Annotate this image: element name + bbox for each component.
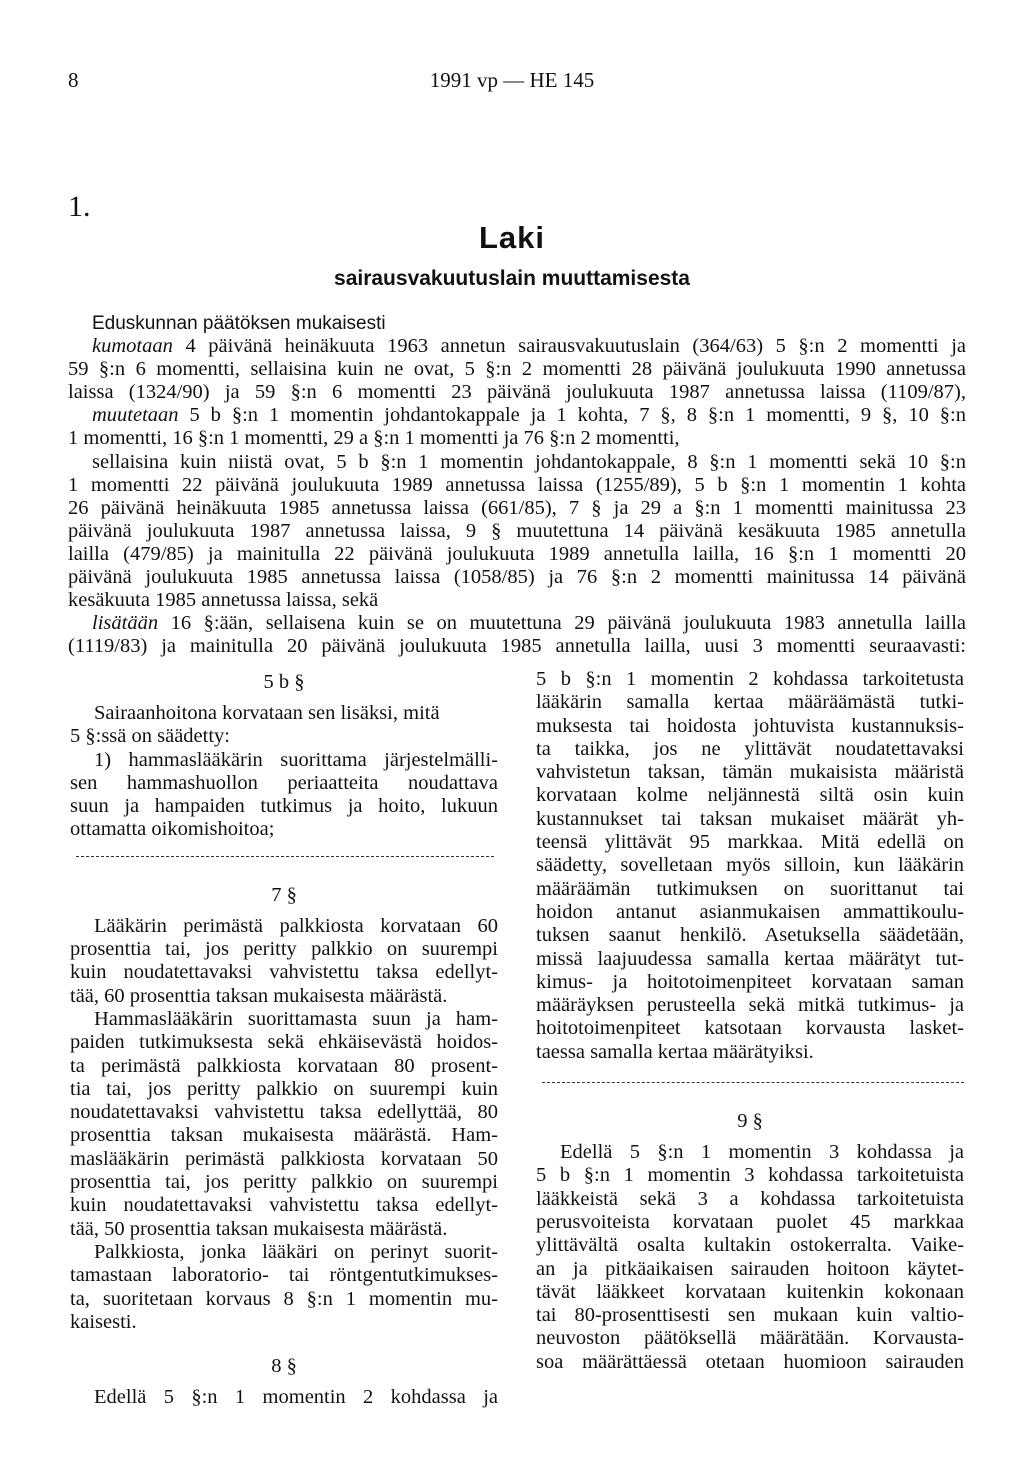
preamble-line: päivänä joulukuuta 1987 annetussa laissa, 9 § muutettuna 14 päivänä kesäkuuta 1985 annetulla (68, 519, 966, 542)
section-heading-7: 7 § (271, 883, 297, 906)
text-line: ottamatta oikomishoitoa; (70, 818, 275, 841)
text-line: korvataan kolme neljännestä siltä osin kuin (536, 784, 964, 807)
text-line: Hammaslääkärin suorittamasta suun ja ham- (94, 1007, 498, 1030)
text-line: perusvoiteista korvataan puolet 45 markkaa (536, 1210, 964, 1233)
text-line: lääkärin samalla kertaa määräämästä tutki- (536, 691, 964, 714)
preamble-line (68, 335, 966, 358)
preamble-line: 59 §:n 6 momentti, sellaisina kuin ne ovat, 5 §:n 2 momentti 28 päivänä joulukuuta 1990 annetussa (68, 358, 966, 381)
text-line: maslääkärin perimästä palkkiosta korvataan 50 (70, 1147, 498, 1170)
left-column (70, 668, 498, 1409)
text-line: paiden tutkimuksesta sekä ehkäisevästä hoidos- (70, 1031, 498, 1054)
text-line: ta, suoritetaan korvaus 8 §:n 1 momentin mu- (70, 1287, 498, 1310)
preamble-line (68, 404, 966, 427)
preamble-line: sellaisina kuin niistä ovat, 5 b §:n 1 momentin johdantokappale, 8 §:n 1 momentti sekä 10 §:n (92, 450, 966, 473)
text-line: hoitotoimenpiteet katsotaan korvausta lasket- (536, 1017, 964, 1040)
act-number: 1. (68, 190, 91, 223)
preamble-line: 1 momentti 22 päivänä joulukuuta 1989 annetussa laissa (1255/89), 5 b §:n 1 momentin 1 kohta (68, 473, 966, 496)
page-number: 8 (68, 68, 79, 92)
text-line: tävät lääkkeet korvataan kuitenkin kokonaan (536, 1280, 964, 1303)
right-column (536, 668, 964, 1374)
text-line: 5 b §:n 1 momentin 3 kohdassa tarkoitetuista (536, 1164, 964, 1187)
add-keyword: lisätään (92, 612, 159, 635)
text-line: 5 b §:n 1 momentin 2 kohdassa tarkoitetusta (536, 668, 964, 690)
preamble-text: 4 päivänä heinäkuuta 1963 annetun sairausvakuutuslain (364/63) 5 §:n 2 momentti ja (172, 335, 966, 358)
text-line: tai 80-prosenttisesti sen mukaan kuin valtio- (536, 1304, 964, 1327)
text-line: prosenttia tai, jos peritty palkkio on suurempi (70, 1171, 498, 1194)
text-line: ylittävältä osalta kultakin ostokerralta. Vaike- (536, 1234, 964, 1257)
text-line: muksesta tai hoidosta johtuvista kustannuksis- (536, 714, 964, 737)
act-title: Laki (478, 220, 546, 255)
text-line: Sairaanhoitona korvataan sen lisäksi, mitä (94, 702, 440, 724)
text-line: kuin noudatettavaksi vahvistettu taksa edellyt- (70, 961, 498, 984)
text-line: lääkkeistä sekä 3 a kohdassa tarkoitetuista (536, 1187, 964, 1210)
text-line: taessa samalla kertaa määrätyiksi. (536, 1040, 814, 1063)
preamble-line: lailla (479/85) ja mainitulla 22 päivänä joulukuuta 1989 annetulla lailla, 16 §:n 1 momentti 20 (68, 542, 966, 565)
preamble-line: 1 momentti, 16 §:n 1 momentti, 29 a §:n 1 momentti ja 76 §:n 2 momentti, (68, 427, 680, 450)
preamble-lead: Eduskunnan päätöksen mukaisesti (92, 313, 386, 334)
text-line: tää, 50 prosenttia taksan mukaisesta määrästä. (70, 1217, 448, 1240)
amend-keyword: muutetaan (92, 404, 179, 427)
text-line: ta perimästä palkkiosta korvataan 80 prosent- (70, 1054, 498, 1077)
text-line: säädetty, sovelletaan myös silloin, kun lääkärin (536, 854, 964, 877)
preamble-line (68, 612, 966, 635)
section-heading-8: 8 § (271, 1355, 297, 1378)
text-line: teensä ylittävät 95 markkaa. Mitä edellä on (536, 831, 964, 854)
text-line: an ja pitkäaikaisen sairauden hoitoon käytet- (536, 1257, 964, 1280)
text-line: suun ja hampaiden tutkimus ja hoito, lukuun (70, 795, 498, 818)
text-line: vahvistetun taksan, tämän mukaisista määristä (536, 761, 964, 784)
text-line: prosenttia tai, jos peritty palkkio on suurempi (70, 938, 498, 961)
preamble-line: kesäkuuta 1985 annetussa laissa, sekä (68, 589, 379, 612)
text-line: tää, 60 prosenttia taksan mukaisesta määrästä. (70, 984, 448, 1007)
text-line: kustannukset tai taksan mukaiset määrät yh- (536, 807, 964, 830)
text-line: sen hammashuollon periaatteita noudattava (70, 771, 498, 794)
preamble-line: (1119/83) ja mainitulla 20 päivänä joulukuuta 1985 annetulla lailla, uusi 3 momentti seuraavasti: (68, 635, 966, 658)
section-heading-9: 9 § (737, 1110, 763, 1133)
omission-separator (542, 1082, 964, 1083)
text-line: hoidon antanut asianmukaisen ammattikoulu- (536, 900, 964, 923)
preamble-line: laissa (1324/90) ja 59 §:n 6 momentti 23 päivänä joulukuuta 1987 annetussa laissa (1109/87), (68, 381, 966, 404)
text-line: määräyksen perusteella sekä mitkä tutkimus- ja (536, 994, 964, 1017)
preamble (68, 312, 966, 658)
preamble-text: 16 §:ään, sellaisena kuin se on muutettuna 29 päivänä joulukuuta 1983 annetulla lailla (158, 612, 966, 635)
text-line: Palkkiosta, jonka lääkäri on perinyt suorit- (94, 1240, 498, 1263)
text-line: kimus- ja hoitotoimenpiteet korvataan saman (536, 970, 964, 993)
text-line: tuksen saanut henkilö. Asetuksella säädetään, (536, 924, 964, 947)
act-subtitle: sairausvakuutuslain muuttamisesta (334, 267, 690, 290)
text-line: tamastaan laboratorio- tai röntgentutkimukses- (70, 1264, 498, 1287)
section-heading-5b: 5 b § (263, 671, 305, 693)
text-line: 1) hammaslääkärin suorittama järjestelmälli- (94, 748, 498, 771)
preamble-line: 26 päivänä heinäkuuta 1985 annetussa laissa (661/85), 7 § ja 29 a §:n 1 momentti mainitussa 23 (68, 496, 966, 519)
text-line: tia tai, jos peritty palkkio on suurempi kuin (70, 1077, 498, 1100)
repeal-keyword: kumotaan (92, 335, 173, 358)
text-line: noudatettavaksi vahvistettu taksa edellyttää, 80 (70, 1101, 498, 1124)
text-line: määräämän tutkimuksen on suorittanut tai (536, 877, 964, 900)
text-line: missä laajuudessa samalla kertaa määrätyt tut- (536, 947, 964, 970)
text-line: Edellä 5 §:n 1 momentin 2 kohdassa ja (94, 1386, 498, 1409)
text-line: kuin noudatettavaksi vahvistettu taksa edellyt- (70, 1194, 498, 1217)
text-line: 5 §:ssä on säädetty: (70, 725, 230, 748)
running-header: 1991 vp — HE 145 (429, 68, 595, 92)
preamble-line: päivänä joulukuuta 1985 annetussa laissa (1058/85) ja 76 §:n 2 momentti mainitussa 14 päivänä (68, 566, 966, 589)
text-line: prosenttia taksan mukaisesta määrästä. Ham- (70, 1124, 498, 1147)
text-line: Edellä 5 §:n 1 momentin 3 kohdassa ja (560, 1141, 964, 1164)
text-line: kaisesti. (70, 1310, 137, 1333)
text-line: ta taikka, jos ne ylittävät noudatettavaksi (536, 737, 964, 760)
text-line: Lääkärin perimästä palkkiosta korvataan 60 (94, 914, 498, 937)
preamble-text: 5 b §:n 1 momentin johdantokappale ja 1 kohta, 7 §, 8 §:n 1 momentti, 9 §, 10 §:n (178, 404, 966, 427)
text-line: neuvoston päätöksellä määrätään. Korvausta- (536, 1327, 964, 1350)
omission-separator (76, 856, 494, 857)
text-line: soa määrättäessä otetaan huomioon sairauden (536, 1350, 964, 1373)
